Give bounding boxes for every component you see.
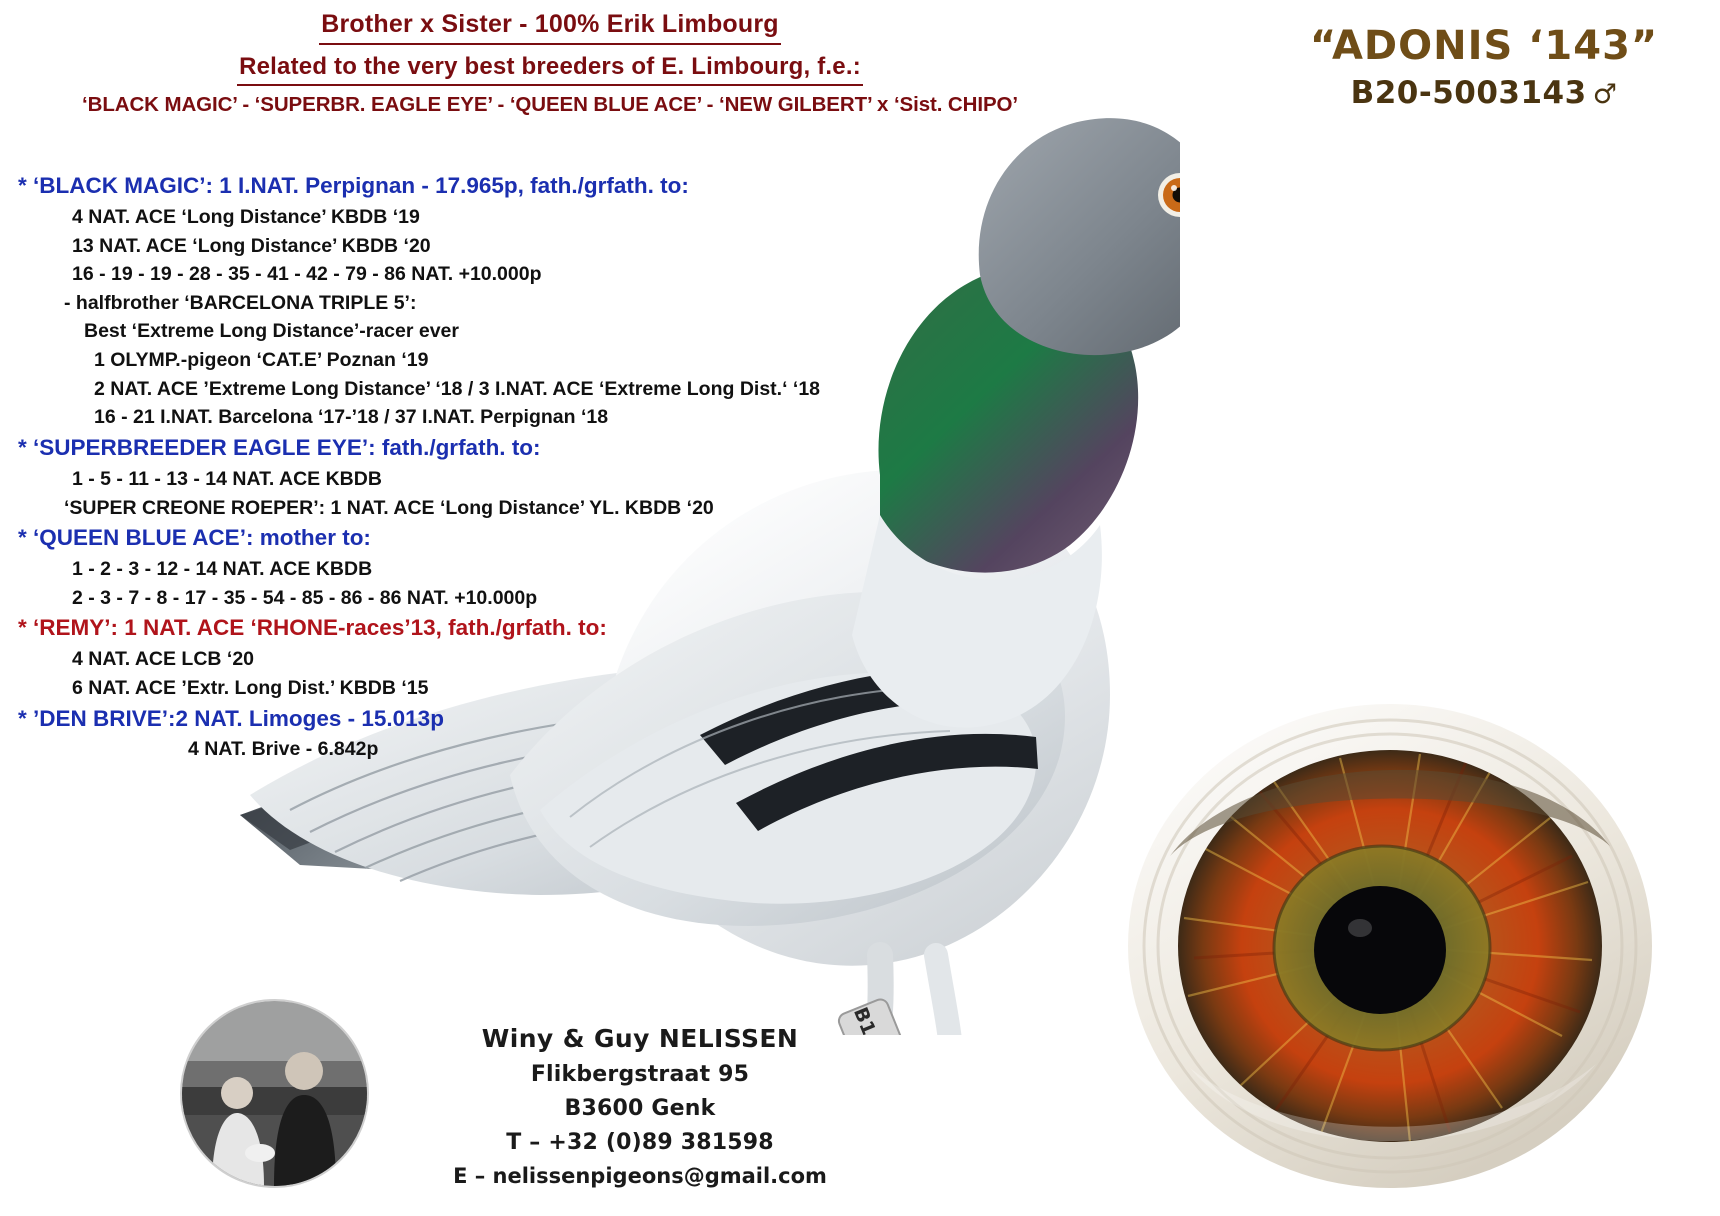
ring-number-text: B20-5003143 [1350,75,1587,111]
breeder-email: E – nelissenpigeons@gmail.com [453,1164,827,1188]
pedigree-line: - halfbrother ‘BARCELONA TRIPLE 5’: [64,291,417,314]
breeder-name: Winy & Guy NELISSEN [481,1024,799,1053]
breeder-phone: T – +32 (0)89 381598 [506,1130,774,1155]
pedigree-heading: * ‘BLACK MAGIC’: 1 I.NAT. Perpignan - 17.965p, fath./grfath. to: [18,173,689,198]
pedigree-line: Best ‘Extreme Long Distance’-racer ever [84,320,459,343]
pedigree-line: 4 NAT. ACE LCB ‘20 [72,648,255,671]
pedigree-line: 2 NAT. ACE ’Extreme Long Distance’ ‘18 / 3 I.NAT. ACE ‘Extreme Long Dist.‘ ‘18 [94,377,821,400]
pedigree-line: ‘SUPER CREONE ROEPER’: 1 NAT. ACE ‘Long Distance’ YL. KBDB ‘20 [64,496,714,519]
pedigree-heading: * ‘SUPERBREEDER EAGLE EYE’: fath./grfath. to: [18,435,541,461]
header-line-3: ‘BLACK MAGIC’ - ‘SUPERBR. EAGLE EYE’ - ‘QUEEN BLUE ACE’ - ‘NEW GILBERT’ x ‘Sist. CHIPO’ [82,93,1018,117]
pedigree-text-block [18,170,848,764]
pedigree-heading: * ’DEN BRIVE’:2 NAT. Limoges - 15.013p [18,705,444,731]
pedigree-line: 16 - 21 I.NAT. Barcelona ‘17-’18 / 37 I.NAT. Perpignan ‘18 [94,406,609,429]
pigeon-eye-photo [1110,696,1670,1196]
page-title: “ADONIS ‘143” [1309,23,1659,69]
pedigree-line: 1 OLYMP.-pigeon ‘CAT.E’ Poznan ‘19 [94,349,429,372]
pedigree-line: 1 - 2 - 3 - 12 - 14 NAT. ACE KBDB [72,558,373,581]
breeder-photo [180,999,369,1188]
pigeon-identity [1274,23,1694,111]
pedigree-line: 1 - 5 - 11 - 13 - 14 NAT. ACE KBDB [72,467,382,490]
svg-text:B143: B143 [848,1004,890,1035]
pedigree-line: 2 - 3 - 7 - 8 - 17 - 35 - 54 - 85 - 86 - 86 NAT. +10.000p [72,586,538,609]
ring-number [1274,75,1694,111]
breeder-street: Flikbergstraat 95 [530,1062,750,1087]
header-line-2: Related to the very best breeders of E. Limbourg, f.e.: [237,51,863,86]
male-sex-icon: ♂ [1592,79,1618,110]
breeder-city: B3600 Genk [564,1096,716,1121]
pedigree-line: 6 NAT. ACE ’Extr. Long Dist.’ KBDB ‘15 [72,676,429,699]
header-line-1: Brother x Sister - 100% Erik Limbourg [319,8,781,45]
pedigree-heading: * ‘REMY’: 1 NAT. ACE ‘RHONE-races’13, fath./grfath. to: [18,615,607,641]
pedigree-line: 13 NAT. ACE ‘Long Distance’ KBDB ‘20 [72,234,431,257]
header-line-1-wrap [0,8,1100,45]
pedigree-line: 4 NAT. Brive - 6.842p [188,738,379,761]
pedigree-heading: * ‘QUEEN BLUE ACE’: mother to: [18,525,371,551]
pedigree-line: 4 NAT. ACE ‘Long Distance’ KBDB ‘19 [72,205,420,228]
pedigree-line: 16 - 19 - 19 - 28 - 35 - 41 - 42 - 79 - 86 NAT. +10.000p [72,263,542,286]
breeder-contact-block [430,1024,850,1188]
